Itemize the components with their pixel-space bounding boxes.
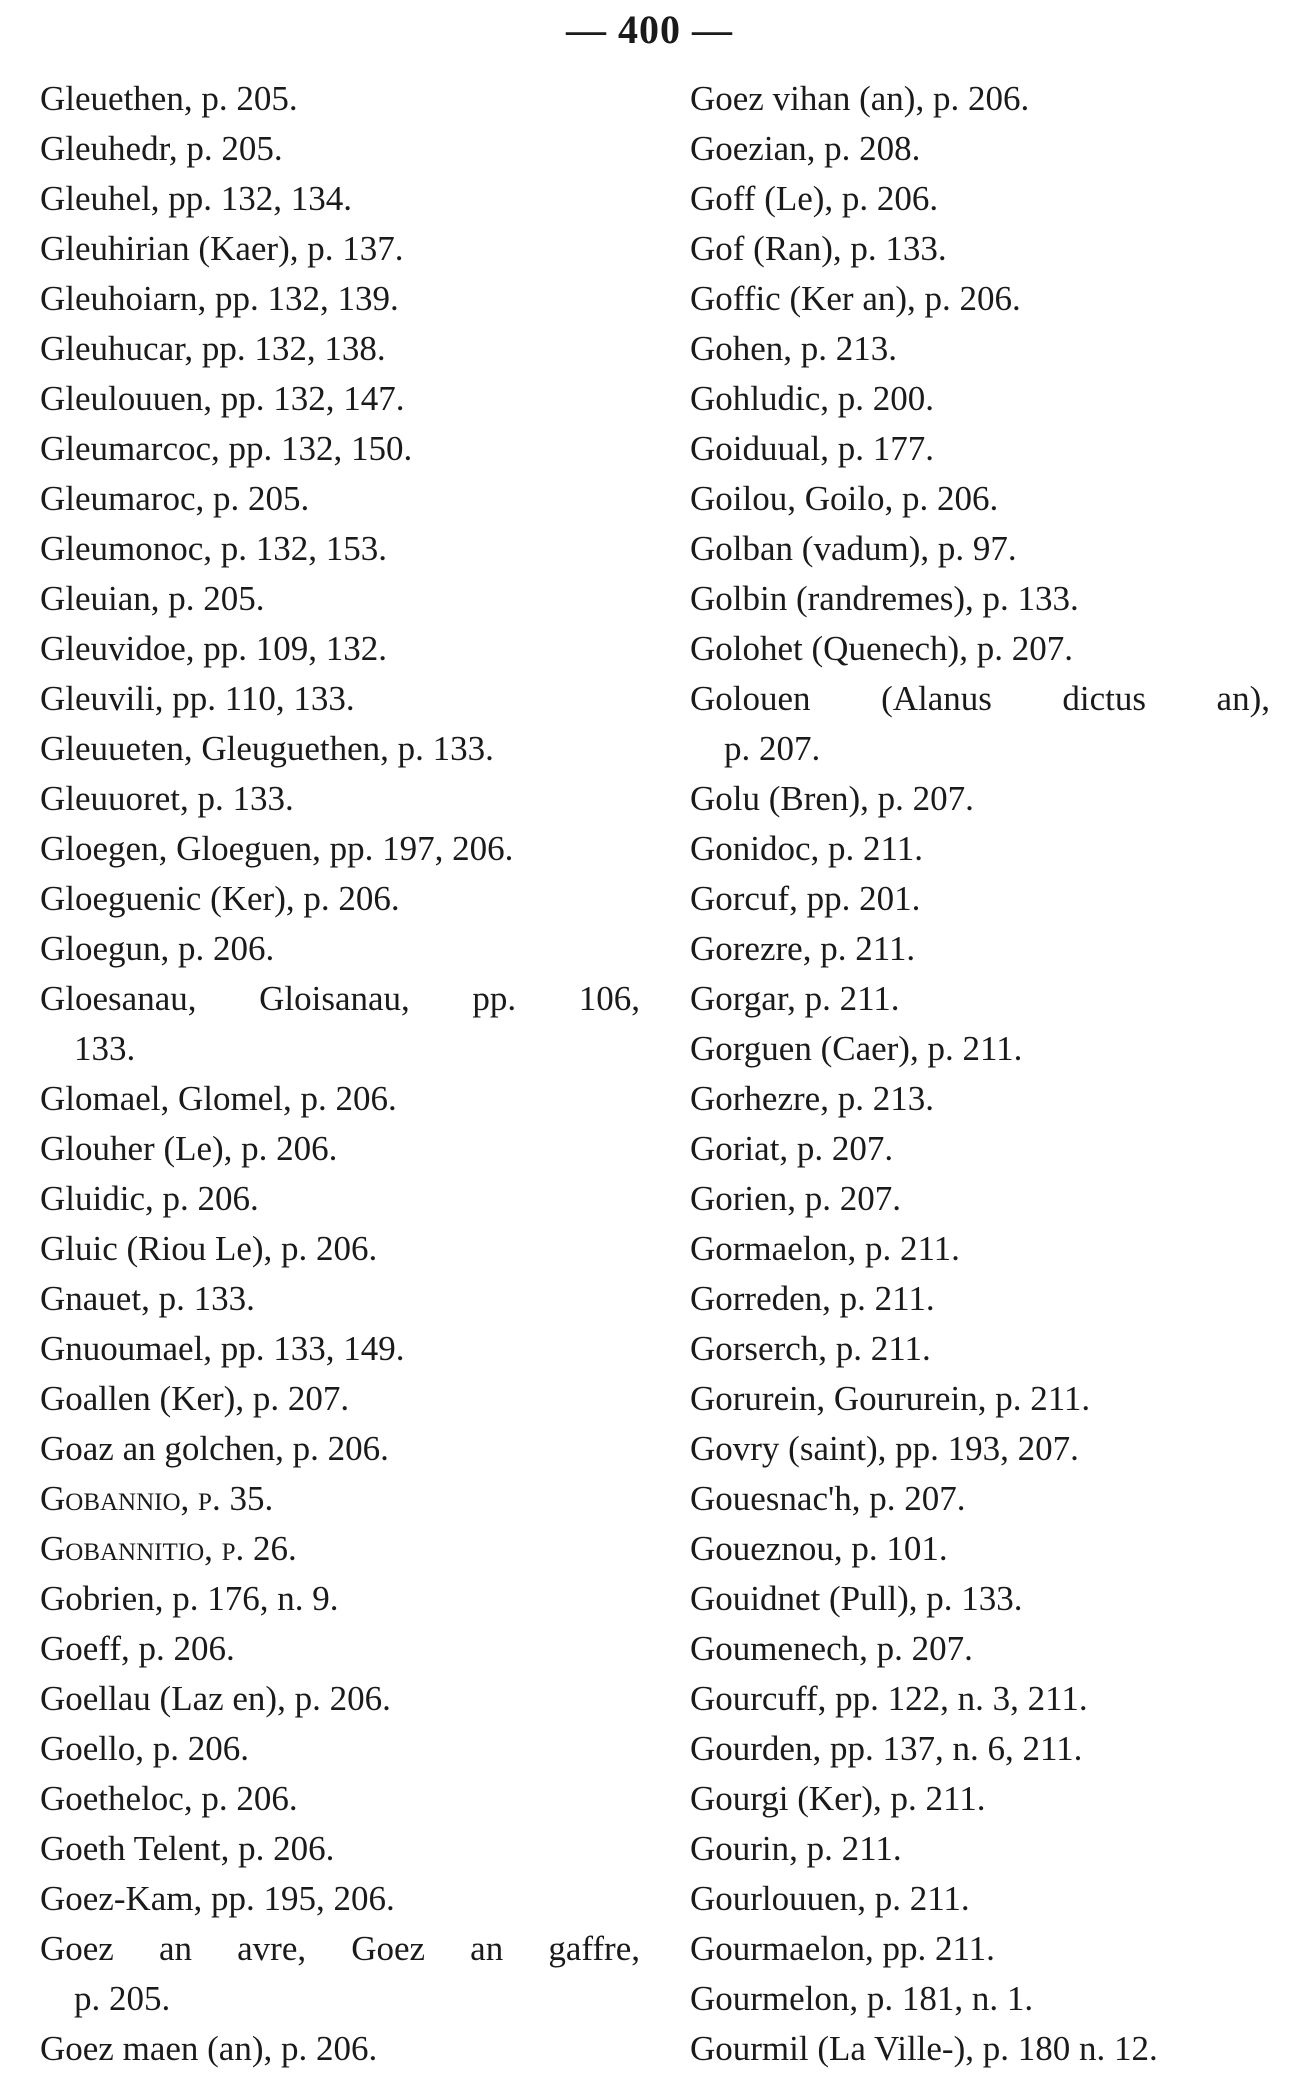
- entry-line: Gleuvidoe, pp. 109, 132.: [40, 629, 388, 668]
- index-entry: [40, 424, 640, 474]
- index-entry: [40, 174, 640, 224]
- entry-line: Gloegen, Gloeguen, pp. 197, 206.: [40, 829, 514, 868]
- index-entry: [690, 1424, 1270, 1474]
- entry-line: Gourlouuen, p. 211.: [690, 1879, 970, 1918]
- index-entry: [40, 774, 640, 824]
- index-entry: [690, 324, 1270, 374]
- index-entry: [40, 324, 640, 374]
- index-entry: [40, 374, 640, 424]
- entry-line: Gloesanau, Gloisanau, pp. 106,: [40, 979, 640, 1018]
- entry-line: Gleumarcoc, pp. 132, 150.: [40, 429, 413, 468]
- entry-line: Gobannio, p. 35.: [40, 1479, 274, 1518]
- entry-line: Gouidnet (Pull), p. 133.: [690, 1579, 1023, 1618]
- entry-line: Gobrien, p. 176, n. 9.: [40, 1579, 339, 1618]
- entry-line: Gleuhel, pp. 132, 134.: [40, 179, 353, 218]
- index-entry: [690, 624, 1270, 674]
- entry-line: Glomael, Glomel, p. 206.: [40, 1079, 397, 1118]
- index-entry: [690, 274, 1270, 324]
- entry-line: Gorien, p. 207.: [690, 1179, 901, 1218]
- entry-line: Goallen (Ker), p. 207.: [40, 1379, 350, 1418]
- entry-line: Goetheloc, p. 206.: [40, 1779, 298, 1818]
- right-column: [690, 74, 1270, 2074]
- page-number: — 400 —: [566, 7, 733, 52]
- index-entry: [40, 1774, 640, 1824]
- index-entry: [690, 1574, 1270, 1624]
- entry-line: Gluic (Riou Le), p. 206.: [40, 1229, 378, 1268]
- entry-line: Gloegun, p. 206.: [40, 929, 275, 968]
- index-entry: [690, 1324, 1270, 1374]
- index-entry: [690, 774, 1270, 824]
- index-entry: [690, 1724, 1270, 1774]
- index-entry: [690, 224, 1270, 274]
- entry-line: Gleuhedr, p. 205.: [40, 129, 283, 168]
- index-entry: [690, 174, 1270, 224]
- index-entry: [40, 1174, 640, 1224]
- entry-line: Gourgi (Ker), p. 211.: [690, 1779, 986, 1818]
- entry-line: Goaz an golchen, p. 206.: [40, 1429, 389, 1468]
- entry-line: Goiduual, p. 177.: [690, 429, 935, 468]
- entry-line: Goeff, p. 206.: [40, 1629, 235, 1668]
- index-entry: [40, 124, 640, 174]
- entry-line: Gleuhirian (Kaer), p. 137.: [40, 229, 404, 268]
- index-entry: [40, 874, 640, 924]
- entry-line: Gouesnac'h, p. 207.: [690, 1479, 966, 1518]
- entry-line: Gormaelon, p. 211.: [690, 1229, 960, 1268]
- entry-line: Gluidic, p. 206.: [40, 1179, 259, 1218]
- index-entry: [40, 1224, 640, 1274]
- index-entry: [40, 1574, 640, 1624]
- index-entry: [690, 524, 1270, 574]
- entry-line: Goez maen (an), p. 206.: [40, 2029, 378, 2068]
- index-entry: [40, 1824, 640, 1874]
- entry-line: Gorguen (Caer), p. 211.: [690, 1029, 1023, 1068]
- index-entry: [40, 1624, 640, 1674]
- index-entry: [40, 474, 640, 524]
- index-entry: [690, 1274, 1270, 1324]
- entry-line: Gleuian, p. 205.: [40, 579, 265, 618]
- entry-line: Goezian, p. 208.: [690, 129, 921, 168]
- index-entry: [40, 974, 640, 1074]
- index-entry: [690, 1824, 1270, 1874]
- index-entry: [690, 1874, 1270, 1924]
- index-entry: [690, 924, 1270, 974]
- index-entry: [40, 1924, 640, 2024]
- entry-line: Gleumonoc, p. 132, 153.: [40, 529, 388, 568]
- entry-line: Golbin (randremes), p. 133.: [690, 579, 1079, 618]
- index-entry: [40, 1124, 640, 1174]
- index-entry: [40, 1674, 640, 1724]
- entry-line: Gleuueten, Gleuguethen, p. 133.: [40, 729, 494, 768]
- entry-line: Gleuuoret, p. 133.: [40, 779, 294, 818]
- index-entry: [690, 74, 1270, 124]
- entry-line: Gof (Ran), p. 133.: [690, 229, 947, 268]
- index-entry: [690, 824, 1270, 874]
- index-entry: [690, 374, 1270, 424]
- entry-line: Gohludic, p. 200.: [690, 379, 935, 418]
- entry-line: Goeth Telent, p. 206.: [40, 1829, 335, 1868]
- entry-line: Gourmaelon, pp. 211.: [690, 1929, 995, 1968]
- index-entry: [690, 1624, 1270, 1674]
- entry-line: Goueznou, p. 101.: [690, 1529, 948, 1568]
- index-entry: [40, 274, 640, 324]
- index-entry: [690, 1674, 1270, 1724]
- index-entry: [690, 974, 1270, 1024]
- entry-line: Goellau (Laz en), p. 206.: [40, 1679, 391, 1718]
- index-entry: [40, 1324, 640, 1374]
- entry-line: Gleuvili, pp. 110, 133.: [40, 679, 355, 718]
- index-entry: [690, 1124, 1270, 1174]
- entry-line: Goilou, Goilo, p. 206.: [690, 479, 999, 518]
- index-entry: [690, 574, 1270, 624]
- entry-line: Gourin, p. 211.: [690, 1829, 902, 1868]
- entry-line: Gnuoumael, pp. 133, 149.: [40, 1329, 405, 1368]
- index-entry: [690, 1074, 1270, 1124]
- index-entry: [40, 1724, 640, 1774]
- index-entry: [40, 1424, 640, 1474]
- entry-line: Goffic (Ker an), p. 206.: [690, 279, 1021, 318]
- entry-line: Goez an avre, Goez an gaffre,: [40, 1929, 640, 1968]
- index-entry: [690, 1024, 1270, 1074]
- entry-line: Glouher (Le), p. 206.: [40, 1129, 338, 1168]
- entry-line: Gleulouuen, pp. 132, 147.: [40, 379, 405, 418]
- index-entry: [690, 1174, 1270, 1224]
- entry-line: Golu (Bren), p. 207.: [690, 779, 974, 818]
- entry-line: Gorhezre, p. 213.: [690, 1079, 934, 1118]
- entry-line: Gourmil (La Ville-), p. 180 n. 12.: [690, 2029, 1158, 2068]
- index-entry: [40, 224, 640, 274]
- entry-line: Gleuethen, p. 205.: [40, 79, 298, 118]
- index-entry: [40, 524, 640, 574]
- index-entry: [40, 674, 640, 724]
- entry-line: Gnauet, p. 133.: [40, 1279, 255, 1318]
- entry-line: Gloeguenic (Ker), p. 206.: [40, 879, 400, 918]
- index-entry: [690, 1974, 1270, 2024]
- index-entry: [40, 1274, 640, 1324]
- entry-line: Gohen, p. 213.: [690, 329, 898, 368]
- entry-line: Gorgar, p. 211.: [690, 979, 900, 1018]
- entry-line: Gleumaroc, p. 205.: [40, 479, 310, 518]
- index-entry: [690, 124, 1270, 174]
- entry-line: Gorezre, p. 211.: [690, 929, 916, 968]
- entry-line: Golouen (Alanus dictus an),: [690, 679, 1270, 718]
- entry-continuation: p. 205.: [74, 1979, 171, 2018]
- index-entry: [40, 1874, 640, 1924]
- entry-line: Gorurein, Goururein, p. 211.: [690, 1379, 1091, 1418]
- index-entry: [40, 924, 640, 974]
- index-entry: [40, 824, 640, 874]
- entry-line: Golban (vadum), p. 97.: [690, 529, 1017, 568]
- index-entry: [40, 1074, 640, 1124]
- entry-line: Goff (Le), p. 206.: [690, 179, 939, 218]
- entry-line: Gorcuf, pp. 201.: [690, 879, 921, 918]
- entry-line: Gourmelon, p. 181, n. 1.: [690, 1979, 1034, 2018]
- index-entry: [690, 1924, 1270, 1974]
- index-entry: [690, 2024, 1270, 2074]
- entry-continuation: p. 207.: [724, 729, 821, 768]
- entry-line: Goriat, p. 207.: [690, 1129, 894, 1168]
- entry-line: Gourcuff, pp. 122, n. 3, 211.: [690, 1679, 1088, 1718]
- entry-line: Govry (saint), pp. 193, 207.: [690, 1429, 1079, 1468]
- index-entry: [690, 1224, 1270, 1274]
- index-entry: [690, 1524, 1270, 1574]
- index-entry: [40, 1374, 640, 1424]
- entry-line: Gleuhucar, pp. 132, 138.: [40, 329, 386, 368]
- entry-line: Gleuhoiarn, pp. 132, 139.: [40, 279, 399, 318]
- entry-line: Goez-Kam, pp. 195, 206.: [40, 1879, 395, 1918]
- index-entry: [690, 1774, 1270, 1824]
- entry-line: Goumenech, p. 207.: [690, 1629, 973, 1668]
- entry-line: Gorreden, p. 211.: [690, 1279, 935, 1318]
- entry-line: Gorserch, p. 211.: [690, 1329, 931, 1368]
- index-entry: [690, 874, 1270, 924]
- index-entry: [40, 74, 640, 124]
- entry-line: Golohet (Quenech), p. 207.: [690, 629, 1073, 668]
- index-entry: [690, 424, 1270, 474]
- index-entry: [40, 574, 640, 624]
- entry-line: Gourden, pp. 137, n. 6, 211.: [690, 1729, 1083, 1768]
- index-entry: [40, 724, 640, 774]
- left-column: [40, 74, 640, 2074]
- entry-continuation: 133.: [74, 1029, 136, 1068]
- index-entry: [40, 1474, 640, 1524]
- entry-line: Gonidoc, p. 211.: [690, 829, 923, 868]
- entry-line: Gobannitio, p. 26.: [40, 1529, 297, 1568]
- index-entry: [690, 674, 1270, 774]
- index-entry: [690, 474, 1270, 524]
- index-entry: [690, 1474, 1270, 1524]
- entry-line: Goez vihan (an), p. 206.: [690, 79, 1030, 118]
- index-entry: [40, 624, 640, 674]
- index-entry: [690, 1374, 1270, 1424]
- index-entry: [40, 2024, 640, 2074]
- index-entry: [40, 1524, 640, 1574]
- entry-line: Goello, p. 206.: [40, 1729, 250, 1768]
